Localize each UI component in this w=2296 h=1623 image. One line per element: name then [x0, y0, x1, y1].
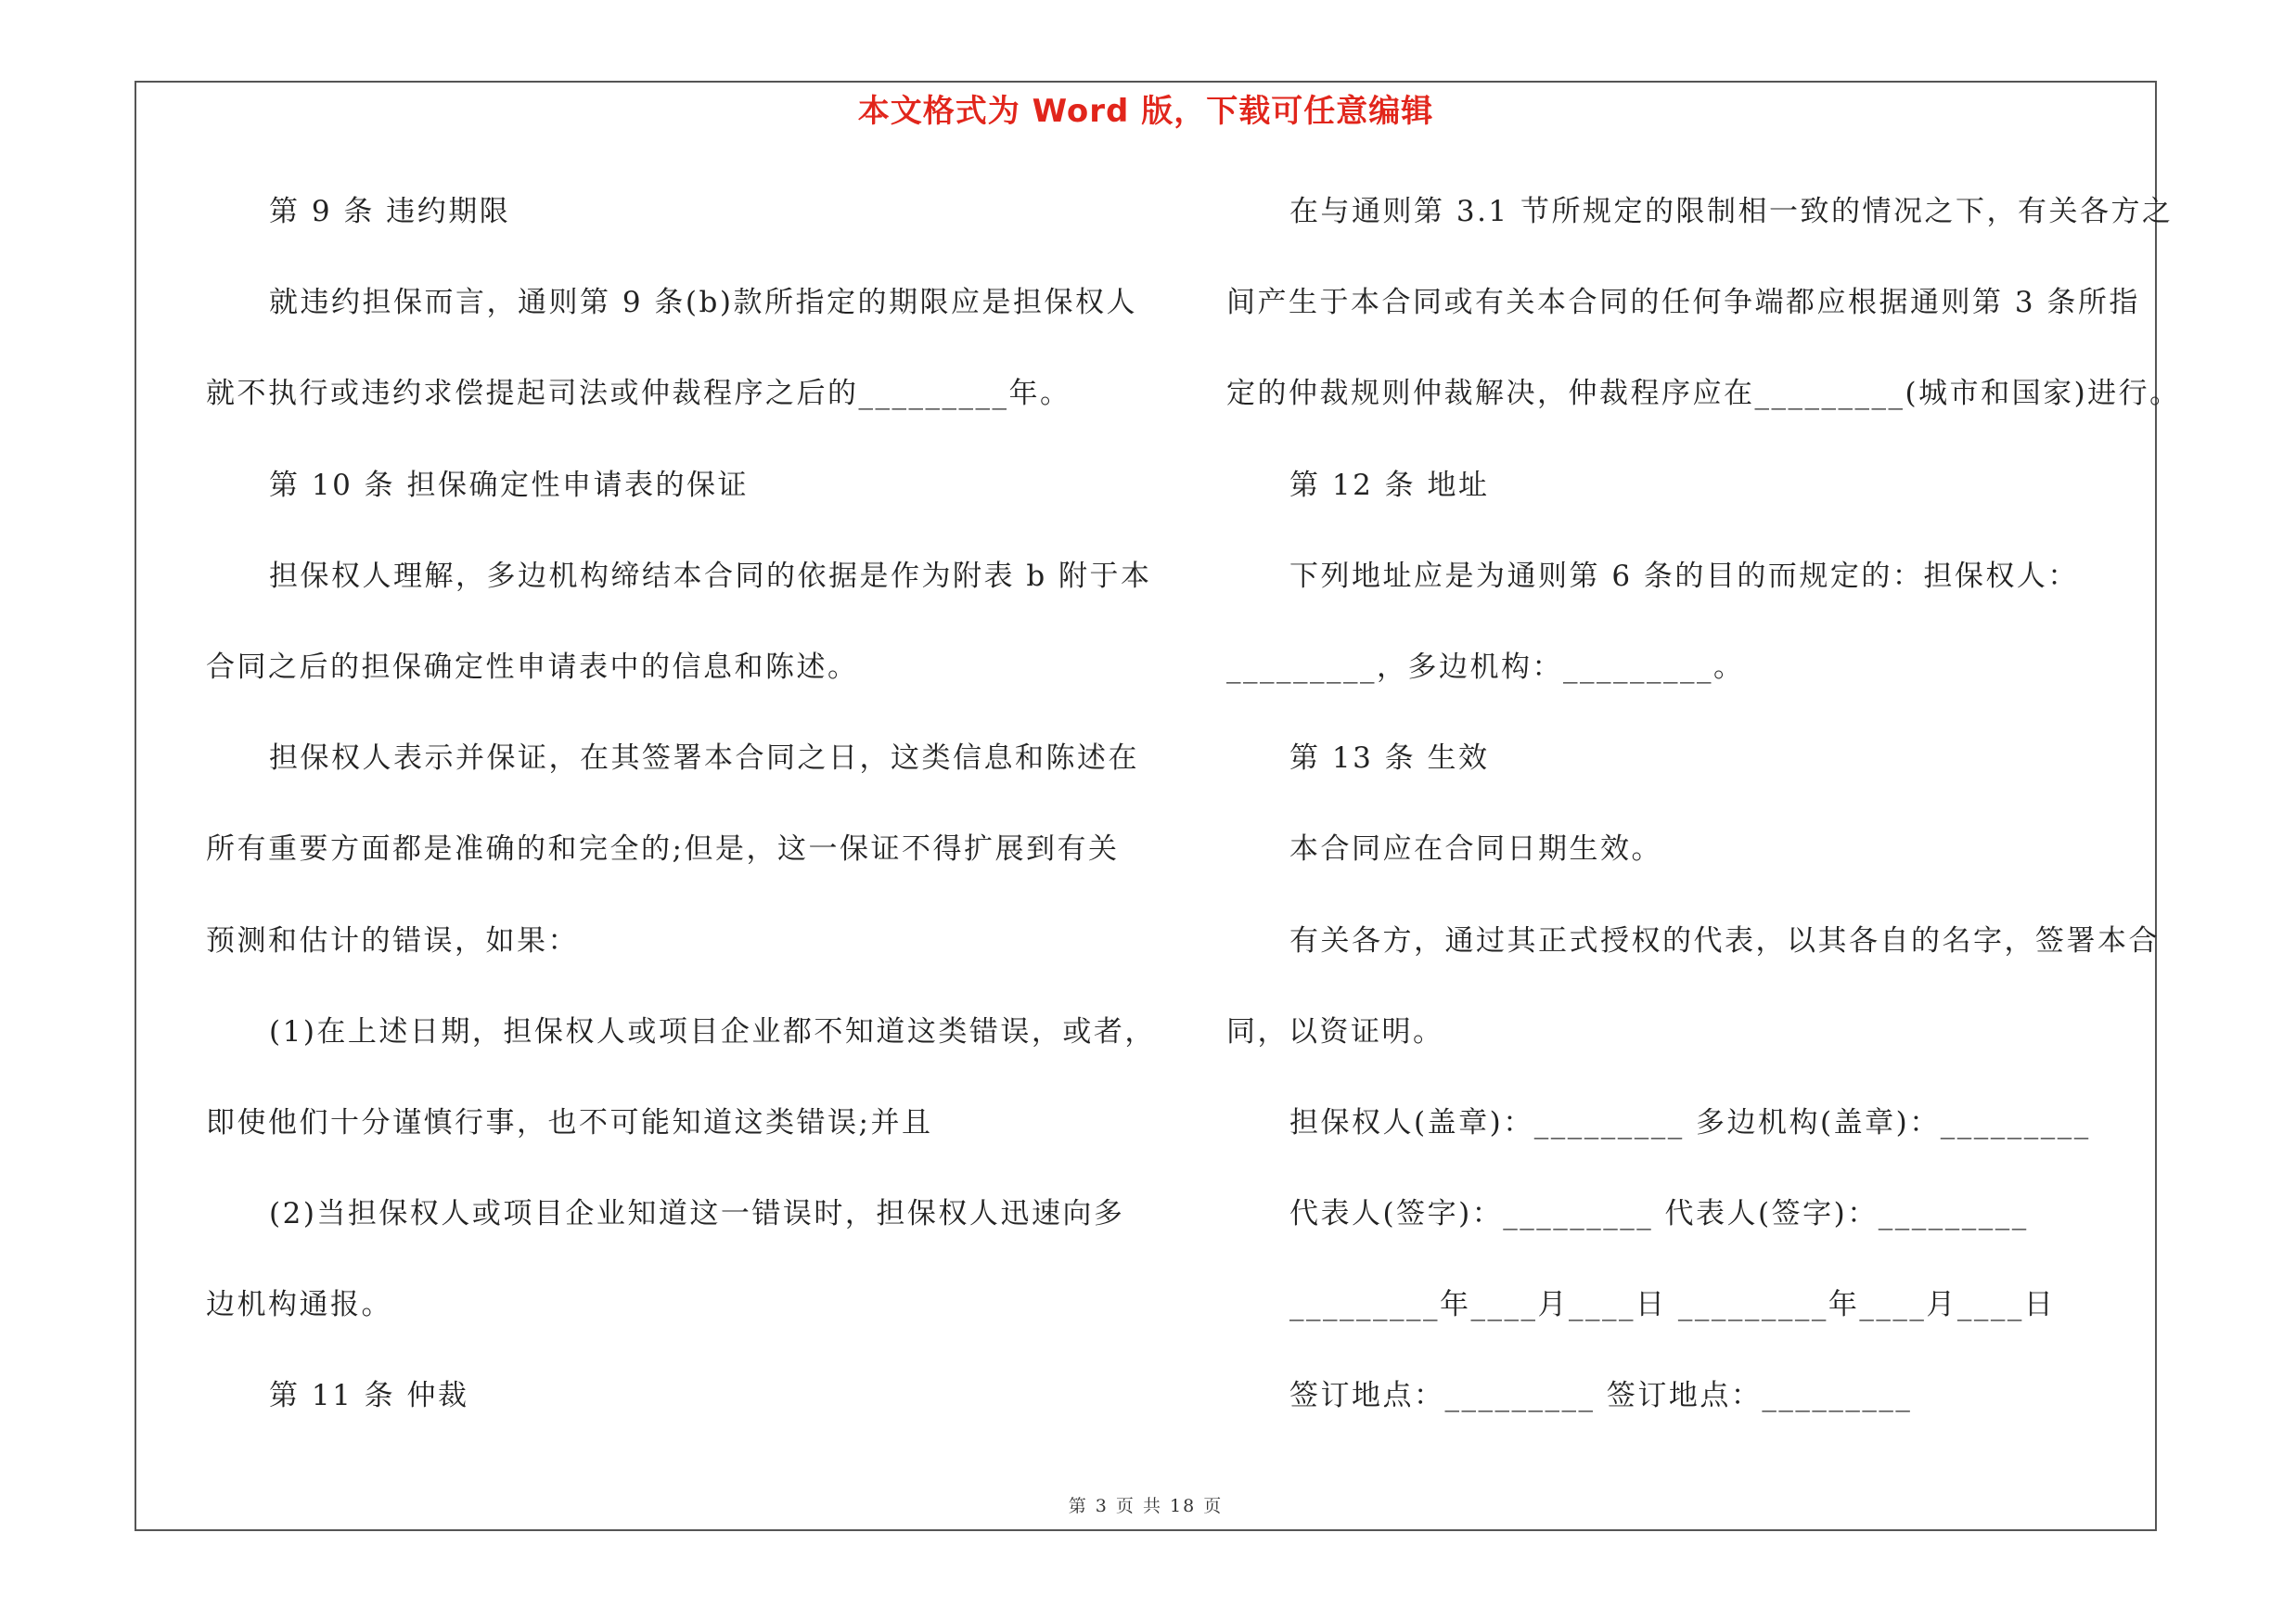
- article-10-heading: 第 10 条 担保确定性申请表的保证: [269, 468, 750, 502]
- paragraph-line: 定的仲裁规则仲裁解决，仲裁程序应在_________(城市和国家)进行。: [1226, 377, 2181, 411]
- paragraph-line: 就违约担保而言，通则第 9 条(b)款所指定的期限应是担保权人: [269, 286, 1137, 320]
- article-12-heading: 第 12 条 地址: [1289, 468, 1490, 502]
- list-item-1: (1)在上述日期，担保权人或项目企业都不知道这类错误，或者，: [269, 1014, 1156, 1049]
- paragraph-line: 间产生于本合同或有关本合同的任何争端都应根据通则第 3 条所指: [1226, 286, 2140, 320]
- page-number: 第 3 页 共 18 页: [1068, 1496, 1224, 1516]
- paragraph-line: 担保权人表示并保证，在其签署本合同之日，这类信息和陈述在: [269, 741, 1139, 776]
- paragraph-line: 担保权人理解，多边机构缔结本合同的依据是作为附表 b 附于本: [269, 559, 1152, 593]
- seal-line: 担保权人(盖章)：_________ 多边机构(盖章)：_________: [1289, 1105, 2091, 1140]
- article-9-heading: 第 9 条 违约期限: [269, 195, 511, 228]
- list-item-2: (2)当担保权人或项目企业知道这一错误时，担保权人迅速向多: [269, 1197, 1125, 1231]
- article-13-heading: 第 13 条 生效: [1289, 741, 1490, 776]
- paragraph-line: 即使他们十分谨慎行事，也不可能知道这类错误;并且: [206, 1105, 933, 1140]
- paragraph-line: 在与通则第 3.1 节所规定的限制相一致的情况之下，有关各方之: [1289, 195, 2174, 228]
- paragraph-line: 下列地址应是为通则第 6 条的目的而规定的：担保权人：: [1289, 559, 2079, 593]
- paragraph-line: 本合同应在合同日期生效。: [1289, 832, 1662, 867]
- paragraph-line: 边机构通报。: [206, 1288, 392, 1322]
- signature-line: 代表人(签字)：_________ 代表人(签字)：_________: [1289, 1197, 2029, 1231]
- paragraph-line: 所有重要方面都是准确的和完全的;但是，这一保证不得扩展到有关: [206, 832, 1120, 867]
- paragraph-line: 就不执行或违约求偿提起司法或仲裁程序之后的_________年。: [206, 377, 1071, 411]
- paragraph-line: 预测和估计的错误，如果：: [206, 923, 579, 958]
- paragraph-line: 同，以资证明。: [1226, 1014, 1444, 1049]
- left-column: [206, 184, 1161, 1460]
- article-11-heading: 第 11 条 仲裁: [269, 1379, 469, 1413]
- right-column: [1226, 184, 2181, 1460]
- signing-place-line: 签订地点：_________ 签订地点：_________: [1289, 1379, 1913, 1413]
- date-line: _________年____月____日 _________年____月____日: [1289, 1288, 2056, 1322]
- document-banner: 本文格式为 Word 版，下载可任意编辑: [857, 93, 1434, 130]
- paragraph-line: 合同之后的担保确定性申请表中的信息和陈述。: [206, 650, 859, 684]
- paragraph-line: _________，多边机构：_________。: [1226, 650, 1745, 684]
- paragraph-line: 有关各方，通过其正式授权的代表，以其各自的名字，签署本合: [1289, 923, 2160, 958]
